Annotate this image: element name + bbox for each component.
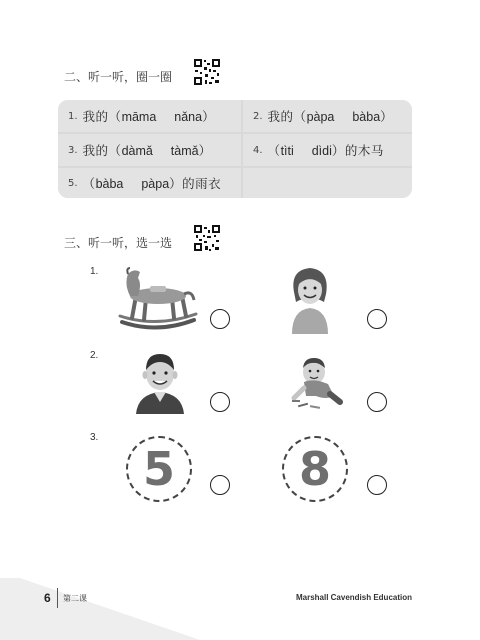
rocking-horse-icon bbox=[116, 266, 198, 332]
answer-circle-q2-left[interactable] bbox=[210, 392, 230, 412]
footer-band bbox=[0, 578, 480, 640]
choice-item-1: 1. 我的（ māma nǎna ） bbox=[58, 100, 241, 132]
answer-circle-q1-left[interactable] bbox=[210, 309, 230, 329]
section3-title: 三、听一听，选一选 bbox=[64, 236, 173, 250]
question-number: 3. bbox=[90, 432, 99, 443]
lesson-label: 第二课 bbox=[63, 594, 87, 603]
question-number: 2. bbox=[90, 350, 99, 361]
qr-code-icon[interactable] bbox=[193, 224, 221, 252]
choice-item-2: 2. 我的（ pàpa bàba ） bbox=[243, 100, 412, 132]
publisher-name: Marshall Cavendish Education bbox=[295, 593, 412, 602]
question-number: 1. bbox=[90, 266, 99, 277]
pinyin-choice-table bbox=[58, 100, 412, 198]
choice-item-3: 3. 我的（ dàmǎ tàmǎ ） bbox=[58, 134, 241, 166]
pinyin-options[interactable]: dàmǎ tàmǎ bbox=[121, 144, 199, 158]
empty-cell bbox=[243, 168, 412, 198]
page-number: 6 bbox=[44, 591, 51, 605]
number-card-eight: 8 bbox=[282, 436, 348, 502]
answer-circle-q2-right[interactable] bbox=[367, 392, 387, 412]
number-card-five: 5 bbox=[126, 436, 192, 502]
man-icon bbox=[134, 348, 186, 414]
pinyin-options[interactable]: bàba pàpa bbox=[95, 177, 170, 191]
answer-circle-q1-right[interactable] bbox=[367, 309, 387, 329]
pinyin-options[interactable]: tìti dìdi bbox=[280, 144, 332, 158]
answer-circle-q3-right[interactable] bbox=[367, 475, 387, 495]
pinyin-options[interactable]: māma nǎna bbox=[121, 110, 203, 124]
woman-icon bbox=[284, 264, 336, 334]
answer-circle-q3-left[interactable] bbox=[210, 475, 230, 495]
qr-code-icon[interactable] bbox=[193, 58, 221, 86]
choice-item-5: 5. （ bàba pàpa ）的雨衣 bbox=[58, 168, 241, 198]
boy-crawling-icon bbox=[286, 352, 346, 412]
section2-title: 二、听一听，圈一圈 bbox=[64, 70, 173, 84]
choice-item-4: 4. （ tìti dìdi ）的木马 bbox=[243, 134, 412, 166]
footer-divider bbox=[57, 588, 58, 608]
pinyin-options[interactable]: pàpa bàba bbox=[306, 110, 381, 124]
